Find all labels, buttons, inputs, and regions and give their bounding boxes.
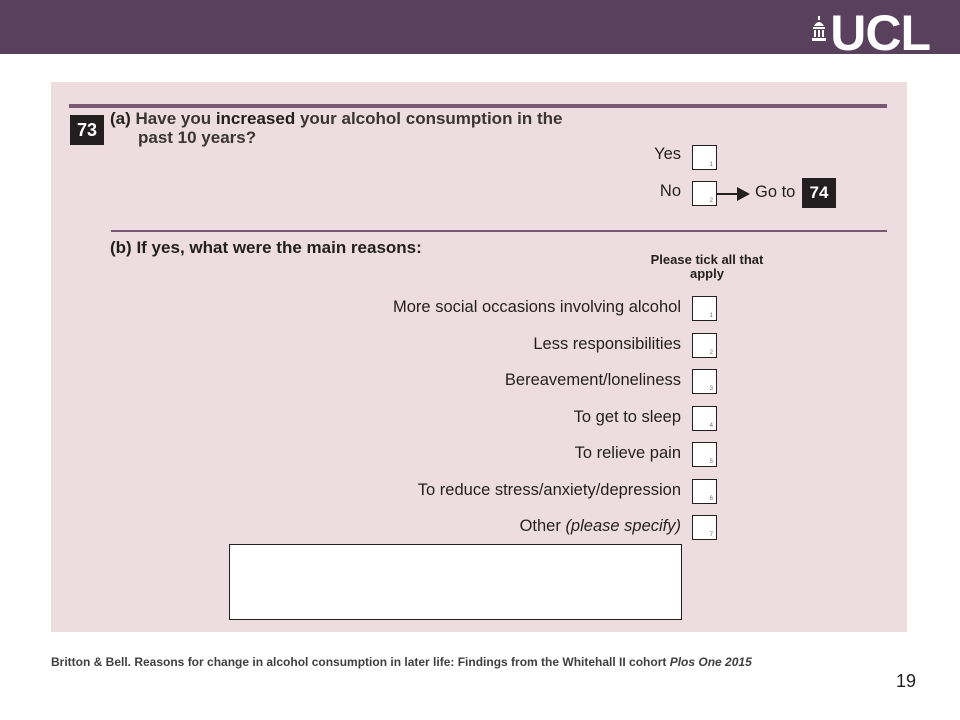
citation-text: Britton & Bell. Reasons for change in alcohol consumption in later life: Findings from the Whitehall II cohort bbox=[51, 655, 670, 669]
reason-label: Bereavement/loneliness bbox=[504, 371, 681, 389]
go-to-label: Go to bbox=[755, 183, 796, 201]
citation-journal: Plos One 2015 bbox=[669, 655, 752, 669]
page-number: 19 bbox=[895, 671, 916, 691]
reason-label: To get to sleep bbox=[573, 408, 681, 426]
reason-code: 4 bbox=[709, 423, 713, 429]
question-number: 73 bbox=[70, 115, 104, 145]
question-a-text-start: Have you bbox=[135, 109, 216, 128]
reason-checkbox-1[interactable] bbox=[692, 296, 717, 321]
answer-no-code: 2 bbox=[709, 198, 713, 204]
reason-code: 6 bbox=[709, 496, 713, 502]
answer-no-label: No bbox=[659, 182, 681, 200]
question-a-text-end: your alcohol consumption in the bbox=[295, 109, 563, 128]
reason-label-other bbox=[520, 517, 681, 536]
portico-icon bbox=[812, 16, 826, 42]
reason-label: Less responsibilities bbox=[533, 335, 681, 353]
questionnaire-panel bbox=[51, 82, 907, 632]
go-to-question-number: 74 bbox=[802, 178, 836, 208]
question-b-text: , what were the main reasons: bbox=[179, 238, 422, 257]
reason-label: To reduce stress/anxiety/depression bbox=[417, 481, 681, 499]
reason-checkbox-4[interactable] bbox=[692, 406, 717, 431]
reason-code: 7 bbox=[709, 532, 713, 538]
question-b-label: (b) bbox=[110, 238, 132, 257]
reason-checkbox-5[interactable] bbox=[692, 442, 717, 467]
question-b bbox=[110, 238, 422, 258]
reason-label: More social occasions involving alcohol bbox=[393, 298, 681, 316]
question-a-emphasis: increased bbox=[215, 109, 296, 128]
reason-other-text: Other bbox=[519, 517, 566, 535]
reason-other-italic: (please specify) bbox=[565, 517, 681, 535]
reason-checkbox-3[interactable] bbox=[692, 369, 717, 394]
reason-checkbox-2[interactable] bbox=[692, 333, 717, 358]
reason-code: 5 bbox=[709, 459, 713, 465]
ucl-logo bbox=[812, 5, 930, 61]
answer-yes-label: Yes bbox=[654, 145, 681, 163]
reason-label: To relieve pain bbox=[574, 444, 681, 462]
tick-instruction: Please tick all that apply bbox=[650, 252, 764, 281]
question-a-text-line2: past 10 years? bbox=[138, 128, 257, 147]
answer-no-checkbox[interactable] bbox=[692, 181, 717, 206]
arrow-right-icon bbox=[717, 186, 751, 202]
section-rule bbox=[111, 230, 887, 232]
answer-yes-checkbox[interactable] bbox=[692, 145, 717, 170]
answer-yes-code: 1 bbox=[709, 162, 713, 168]
reason-code: 2 bbox=[709, 350, 713, 356]
question-a bbox=[110, 109, 630, 147]
citation bbox=[51, 655, 752, 669]
reason-checkbox-7[interactable] bbox=[692, 515, 717, 540]
reason-code: 3 bbox=[709, 386, 713, 392]
logo-text: UCL bbox=[830, 5, 930, 61]
question-a-label: (a) bbox=[110, 109, 131, 128]
reason-checkbox-6[interactable] bbox=[692, 479, 717, 504]
question-b-emphasis: If yes bbox=[136, 238, 180, 257]
other-specify-textbox[interactable] bbox=[229, 544, 682, 620]
top-rule bbox=[69, 104, 887, 108]
reason-code: 1 bbox=[709, 313, 713, 319]
